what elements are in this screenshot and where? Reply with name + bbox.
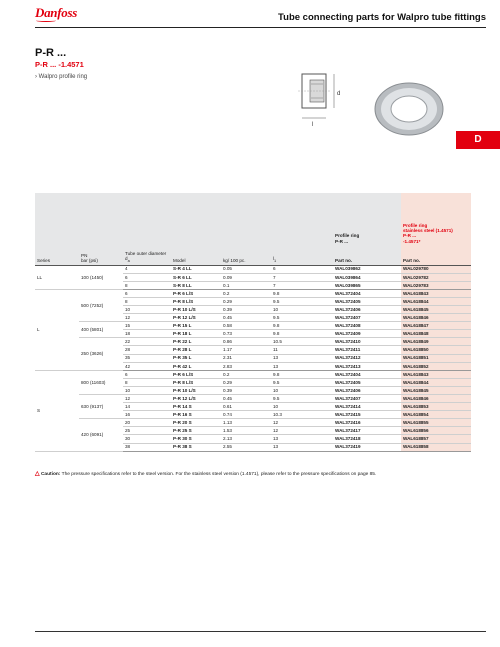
col-header-kg: kg/ 100 pc. — [221, 245, 271, 265]
cell-part-no-stainless: WAL029783 — [401, 281, 471, 289]
cell-spacer — [323, 338, 333, 346]
cell-tube-diameter: 4 — [123, 265, 171, 273]
cell-spacer — [323, 330, 333, 338]
cell-length: 10 — [271, 403, 323, 411]
ring-hole — [391, 96, 427, 122]
cell-part-no: WAL372404 — [333, 370, 401, 378]
cell-part-no-stainless: WAL618850 — [401, 346, 471, 354]
cell-tube-diameter: 6 — [123, 289, 171, 297]
cell-part-no: WAL372409 — [333, 330, 401, 338]
cell-spacer — [323, 443, 333, 451]
cell-part-no-stainless: WAL618855 — [401, 419, 471, 427]
cell-weight: 1.17 — [221, 346, 271, 354]
cell-tube-diameter: 6 — [123, 273, 171, 281]
parts-table-body — [35, 265, 471, 451]
caution-label: Caution: — [40, 472, 61, 477]
cell-part-no-stainless: WAL618843 — [401, 370, 471, 378]
cell-spacer — [323, 314, 333, 322]
cell-spacer — [323, 427, 333, 435]
group-header-line: Profile ring — [335, 233, 360, 239]
cell-spacer — [323, 395, 333, 403]
cell-weight: 2.55 — [221, 443, 271, 451]
product-bullet: › Walpro profile ring — [35, 74, 88, 80]
cell-weight: 0.61 — [221, 403, 271, 411]
cell-tube-diameter: 8 — [123, 297, 171, 305]
cell-model: P-R 8 L/S — [171, 378, 221, 386]
product-bullet-text: Walpro profile ring — [38, 74, 88, 80]
cell-model: P-R 22 L — [171, 338, 221, 346]
cell-weight: 0.05 — [221, 265, 271, 273]
cell-part-no-stainless: WAL029780 — [401, 265, 471, 273]
cell-spacer — [323, 354, 333, 362]
cell-part-no-stainless: WAL618858 — [401, 443, 471, 451]
cell-part-no: WAL372411 — [333, 346, 401, 354]
cell-length: 9.5 — [271, 378, 323, 386]
cell-spacer — [323, 265, 333, 273]
cell-weight: 0.09 — [221, 273, 271, 281]
cell-spacer — [323, 386, 333, 394]
cell-length: 10 — [271, 305, 323, 313]
cell-length: 13 — [271, 354, 323, 362]
col-header-l-symbol: l — [273, 256, 275, 262]
col-header-model: Model — [171, 245, 221, 265]
cell-length: 10.3 — [271, 411, 323, 419]
cell-tube-diameter: 30 — [123, 435, 171, 443]
series-cell: L — [35, 289, 79, 370]
cell-weight: 0.29 — [221, 297, 271, 305]
cell-part-no-stainless: WAL618853 — [401, 403, 471, 411]
group-header-line: P-R ... — [403, 233, 417, 239]
cell-spacer — [323, 378, 333, 386]
cell-part-no: WAL372415 — [333, 411, 401, 419]
cell-part-no: WAL372407 — [333, 314, 401, 322]
cell-model: P-R 25 S — [171, 427, 221, 435]
cell-spacer — [323, 273, 333, 281]
cell-model: P-R 6 L/S — [171, 289, 221, 297]
cell-tube-diameter: 14 — [123, 403, 171, 411]
product-subtitle: P-R ... -1.4571 — [35, 60, 84, 69]
cell-tube-diameter: 16 — [123, 411, 171, 419]
cell-length: 12 — [271, 427, 323, 435]
cell-weight: 1.53 — [221, 427, 271, 435]
parts-table — [35, 193, 471, 452]
cell-model: P-R 10 L/S — [171, 386, 221, 394]
pn-cell: 250 (3626) — [79, 338, 123, 370]
profile-ring-photo — [372, 80, 446, 138]
cell-part-no-stainless: WAL618846 — [401, 314, 471, 322]
cell-weight: 0.73 — [221, 330, 271, 338]
cell-part-no-stainless: WAL618852 — [401, 362, 471, 370]
section-tab-d: D — [456, 131, 500, 149]
danfoss-logo: Danfoss — [35, 5, 77, 20]
cell-tube-diameter: 12 — [123, 314, 171, 322]
cell-model: P-R 12 L/S — [171, 395, 221, 403]
cell-length: 11 — [271, 346, 323, 354]
cell-length: 13 — [271, 443, 323, 451]
cell-model: P-R 14 S — [171, 403, 221, 411]
col-header-part-no-stainless: Part no. — [401, 245, 471, 265]
cell-part-no: WAL372418 — [333, 435, 401, 443]
cell-weight: 0.2 — [221, 289, 271, 297]
col-header-tube — [123, 245, 171, 265]
technical-drawing — [296, 68, 346, 132]
cell-length: 9.8 — [271, 370, 323, 378]
cell-model: P-R 15 L — [171, 322, 221, 330]
cell-weight: 0.39 — [221, 386, 271, 394]
cell-model: P-R 16 S — [171, 411, 221, 419]
footer-rule — [35, 631, 486, 632]
cell-spacer — [323, 322, 333, 330]
col-header-spacer — [323, 245, 333, 265]
parts-table-container — [35, 193, 471, 452]
table-row — [35, 419, 471, 427]
cell-length: 12 — [271, 419, 323, 427]
cell-length: 9.8 — [271, 330, 323, 338]
cell-length: 10 — [271, 386, 323, 394]
table-group-header — [35, 193, 471, 245]
cell-tube-diameter: 42 — [123, 362, 171, 370]
cell-model: P-R 10 L/S — [171, 305, 221, 313]
cell-tube-diameter: 20 — [123, 419, 171, 427]
cell-tube-diameter: 12 — [123, 395, 171, 403]
cell-part-no-stainless: WAL618854 — [401, 411, 471, 419]
page-header-title: Tube connecting parts for Walpro tube fittings — [278, 12, 486, 23]
cell-tube-diameter: 10 — [123, 386, 171, 394]
cell-model: P-R 30 S — [171, 435, 221, 443]
col-header-tube-line1: Tube outer diameter — [125, 250, 167, 256]
cell-part-no: WAL372416 — [333, 419, 401, 427]
cell-model: S-R 6 LL — [171, 273, 221, 281]
cell-tube-diameter: 10 — [123, 305, 171, 313]
col-header-pn — [79, 245, 123, 265]
cell-weight: 0.45 — [221, 314, 271, 322]
cell-part-no: WAL039864 — [333, 273, 401, 281]
caution-text: The pressure specifications refer to the steel version. For the stainless steel version (1.4571), please refer to the pressure specifications on page 85. — [61, 472, 377, 477]
cell-tube-diameter: 6 — [123, 370, 171, 378]
group-header-line: stainless steel (1.4571) — [403, 228, 453, 234]
cell-part-no: WAL372413 — [333, 362, 401, 370]
group-header-blank — [35, 193, 333, 245]
cell-part-no: WAL372405 — [333, 297, 401, 305]
col-header-tube-symbol: d — [125, 256, 128, 262]
table-row — [35, 370, 471, 378]
table-row — [35, 289, 471, 297]
table-row — [35, 338, 471, 346]
cell-model: P-R 12 L/S — [171, 314, 221, 322]
cell-length: 9.5 — [271, 314, 323, 322]
cell-length: 7 — [271, 281, 323, 289]
cell-tube-diameter: 18 — [123, 330, 171, 338]
pn-cell: 100 (1450) — [79, 265, 123, 289]
cell-part-no-stainless: WAL618845 — [401, 305, 471, 313]
cell-weight: 0.74 — [221, 411, 271, 419]
cell-part-no-stainless: WAL618851 — [401, 354, 471, 362]
drawing-d-label: d — [337, 91, 341, 97]
cell-weight: 0.45 — [221, 395, 271, 403]
cell-weight: 2.31 — [221, 354, 271, 362]
cell-part-no: WAL372406 — [333, 305, 401, 313]
cell-weight: 0.39 — [221, 305, 271, 313]
cell-model: P-R 6 L/S — [171, 370, 221, 378]
cell-part-no: WAL372419 — [333, 443, 401, 451]
cell-weight: 1.13 — [221, 419, 271, 427]
table-row — [35, 395, 471, 403]
header-rule — [35, 27, 486, 28]
cell-weight: 0.2 — [221, 370, 271, 378]
cell-spacer — [323, 419, 333, 427]
cell-length: 9.5 — [271, 395, 323, 403]
cell-part-no: WAL039862 — [333, 265, 401, 273]
cell-model: P-R 8 L/S — [171, 297, 221, 305]
cell-tube-diameter: 25 — [123, 427, 171, 435]
cell-part-no: WAL372407 — [333, 395, 401, 403]
cell-part-no-stainless: WAL029782 — [401, 273, 471, 281]
cell-spacer — [323, 411, 333, 419]
col-header-series: Series — [35, 245, 79, 265]
cell-length: 9.8 — [271, 289, 323, 297]
pn-cell: 500 (7252) — [79, 289, 123, 321]
cell-spacer — [323, 281, 333, 289]
cell-model: P-R 42 L — [171, 362, 221, 370]
cell-part-no-stainless: WAL618856 — [401, 427, 471, 435]
col-header-part-no: Part no. — [333, 245, 401, 265]
pn-cell: 800 (11603) — [79, 370, 123, 394]
cell-model: P-R 20 S — [171, 419, 221, 427]
table-row — [35, 265, 471, 273]
group-header-line: P-R ... — [335, 238, 349, 244]
cell-tube-diameter: 22 — [123, 338, 171, 346]
cell-weight: 0.29 — [221, 378, 271, 386]
cell-length: 7 — [271, 273, 323, 281]
cell-tube-diameter: 38 — [123, 443, 171, 451]
pn-cell: 420 (6091) — [79, 419, 123, 451]
caution-note — [35, 470, 376, 477]
series-cell: S — [35, 370, 79, 451]
cell-weight: 0.58 — [221, 322, 271, 330]
cell-model: S-R 4 LL — [171, 265, 221, 273]
group-header-profile-ring — [333, 193, 401, 245]
cell-length: 6 — [271, 265, 323, 273]
cell-part-no: WAL372412 — [333, 354, 401, 362]
group-header-line: -1.4571* — [403, 238, 421, 244]
group-header-stainless — [401, 193, 471, 245]
cell-weight: 2.83 — [221, 362, 271, 370]
cell-length: 13 — [271, 362, 323, 370]
cell-model: P-R 18 L — [171, 330, 221, 338]
cell-part-no: WAL372404 — [333, 289, 401, 297]
cell-spacer — [323, 403, 333, 411]
cell-spacer — [323, 435, 333, 443]
cell-part-no-stainless: WAL618843 — [401, 289, 471, 297]
cell-part-no-stainless: WAL618844 — [401, 378, 471, 386]
cell-part-no: WAL372405 — [333, 378, 401, 386]
cell-length: 13 — [271, 435, 323, 443]
logo-swoosh — [36, 19, 56, 22]
cell-part-no: WAL372417 — [333, 427, 401, 435]
cell-model: S-R 8 LL — [171, 281, 221, 289]
cell-part-no-stainless: WAL618845 — [401, 386, 471, 394]
cell-part-no: WAL372408 — [333, 322, 401, 330]
cell-spacer — [323, 346, 333, 354]
warning-triangle-icon: △ — [35, 471, 40, 477]
group-header-line: Profile ring — [403, 222, 428, 228]
col-header-pn-line1: PN — [81, 252, 88, 258]
cell-tube-diameter: 8 — [123, 378, 171, 386]
cell-spacer — [323, 289, 333, 297]
cell-part-no-stainless: WAL618847 — [401, 322, 471, 330]
cell-model: P-R 38 S — [171, 443, 221, 451]
cell-spacer — [323, 305, 333, 313]
drawing-l-label: l — [312, 122, 314, 128]
cell-spacer — [323, 370, 333, 378]
cell-weight: 0.1 — [221, 281, 271, 289]
table-row — [35, 322, 471, 330]
cell-tube-diameter: 28 — [123, 346, 171, 354]
table-column-header — [35, 245, 471, 265]
pn-cell: 630 (9137) — [79, 395, 123, 419]
product-title: P-R ... — [35, 47, 67, 59]
cell-part-no-stainless: WAL618846 — [401, 395, 471, 403]
cell-part-no-stainless: WAL618844 — [401, 297, 471, 305]
cell-part-no: WAL372406 — [333, 386, 401, 394]
cell-part-no: WAL039865 — [333, 281, 401, 289]
cell-tube-diameter: 8 — [123, 281, 171, 289]
cell-part-no-stainless: WAL618848 — [401, 330, 471, 338]
col-header-pn-line2: bar (psi) — [81, 258, 98, 264]
col-header-tube-line2: $d_a$ — [125, 256, 130, 264]
cell-weight: 0.86 — [221, 338, 271, 346]
cell-model: P-R 28 L — [171, 346, 221, 354]
cell-part-no: WAL372410 — [333, 338, 401, 346]
cell-model: P-R 35 L — [171, 354, 221, 362]
cell-spacer — [323, 297, 333, 305]
cell-part-no-stainless: WAL618849 — [401, 338, 471, 346]
cell-part-no: WAL372414 — [333, 403, 401, 411]
cell-tube-diameter: 35 — [123, 354, 171, 362]
cell-tube-diameter: 15 — [123, 322, 171, 330]
cell-weight: 2.13 — [221, 435, 271, 443]
col-header-l: $l_1$ — [271, 245, 323, 265]
series-cell: LL — [35, 265, 79, 289]
cell-part-no-stainless: WAL618857 — [401, 435, 471, 443]
cell-length: 9.5 — [271, 297, 323, 305]
pn-cell: 400 (5801) — [79, 322, 123, 338]
cell-length: 10.5 — [271, 338, 323, 346]
cell-length: 9.8 — [271, 322, 323, 330]
cell-spacer — [323, 362, 333, 370]
